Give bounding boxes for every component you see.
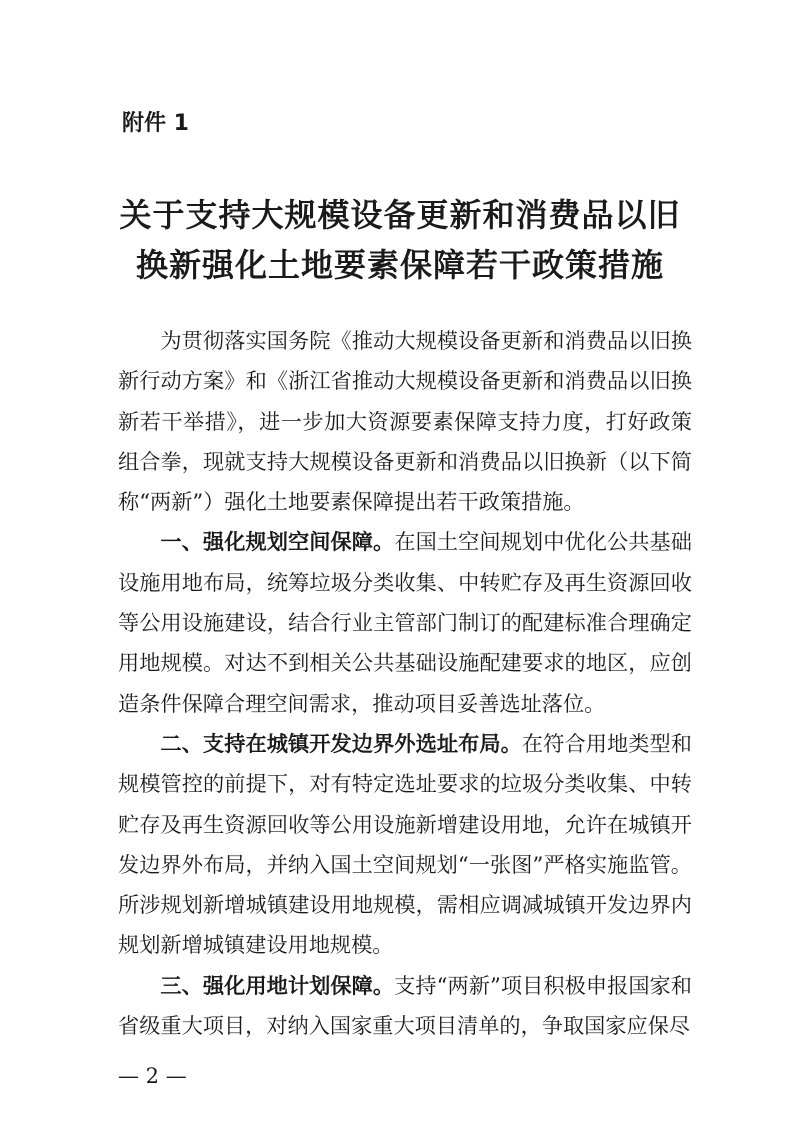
policy-paragraph-2 [118,724,692,966]
policy-1-heading: 一、强化规划空间保障。 [160,529,395,555]
policy-paragraph-3 [118,966,692,1047]
document-body [118,321,692,1046]
policy-2-text: 在符合用地类型和规模管控的前提下，对有特定选址要求的垃圾分类收集、中转贮存及再生资源回收等公用设施新增建设用地，允许在城镇开发边界外布局，并纳入国土空间规划“一张图”严格实施监管。所涉规划新增城镇建设用地规模，需相应调减城镇开发边界内规划新增城镇建设用地规模。 [118,730,692,958]
policy-paragraph-1 [118,522,692,723]
page-number: — 2 — [118,1064,187,1088]
policy-1-text: 在国土空间规划中优化公共基础设施用地布局，统筹垃圾分类收集、中转贮存及再生资源回收等公用设施建设，结合行业主管部门制订的配建标准合理确定用地规模。对达不到相关公共基础设施配建要求的地区，应创造条件保障合理空间需求，推动项目妥善选址落位。 [118,529,692,716]
document-title-line-1: 关于支持大规模设备更新和消费品以旧 [119,196,681,234]
intro-paragraph [118,321,692,522]
intro-text: 为贯彻落实国务院《推动大规模设备更新和消费品以旧换新行动方案》和《浙江省推动大规模设备更新和消费品以旧换新若干举措》，进一步加大资源要素保障支持力度，打好政策组合拳，现就支持大规模设备更新和消费品以旧换新（以下简称“两新”）强化土地要素保障提出若干政策措施。 [118,328,692,515]
policy-3-text: 支持“两新”项目积极申报国家和省级重大项目，对纳入国家重大项目清单的，争取国家应保尽 [118,972,692,1039]
policy-2-heading: 二、支持在城镇开发边界外选址布局。 [160,730,522,756]
attachment-label: 附件 1 [122,111,189,136]
document-title-line-2: 换新强化土地要素保障若干政策措施 [135,246,664,284]
policy-3-heading: 三、强化用地计划保障。 [160,972,395,998]
